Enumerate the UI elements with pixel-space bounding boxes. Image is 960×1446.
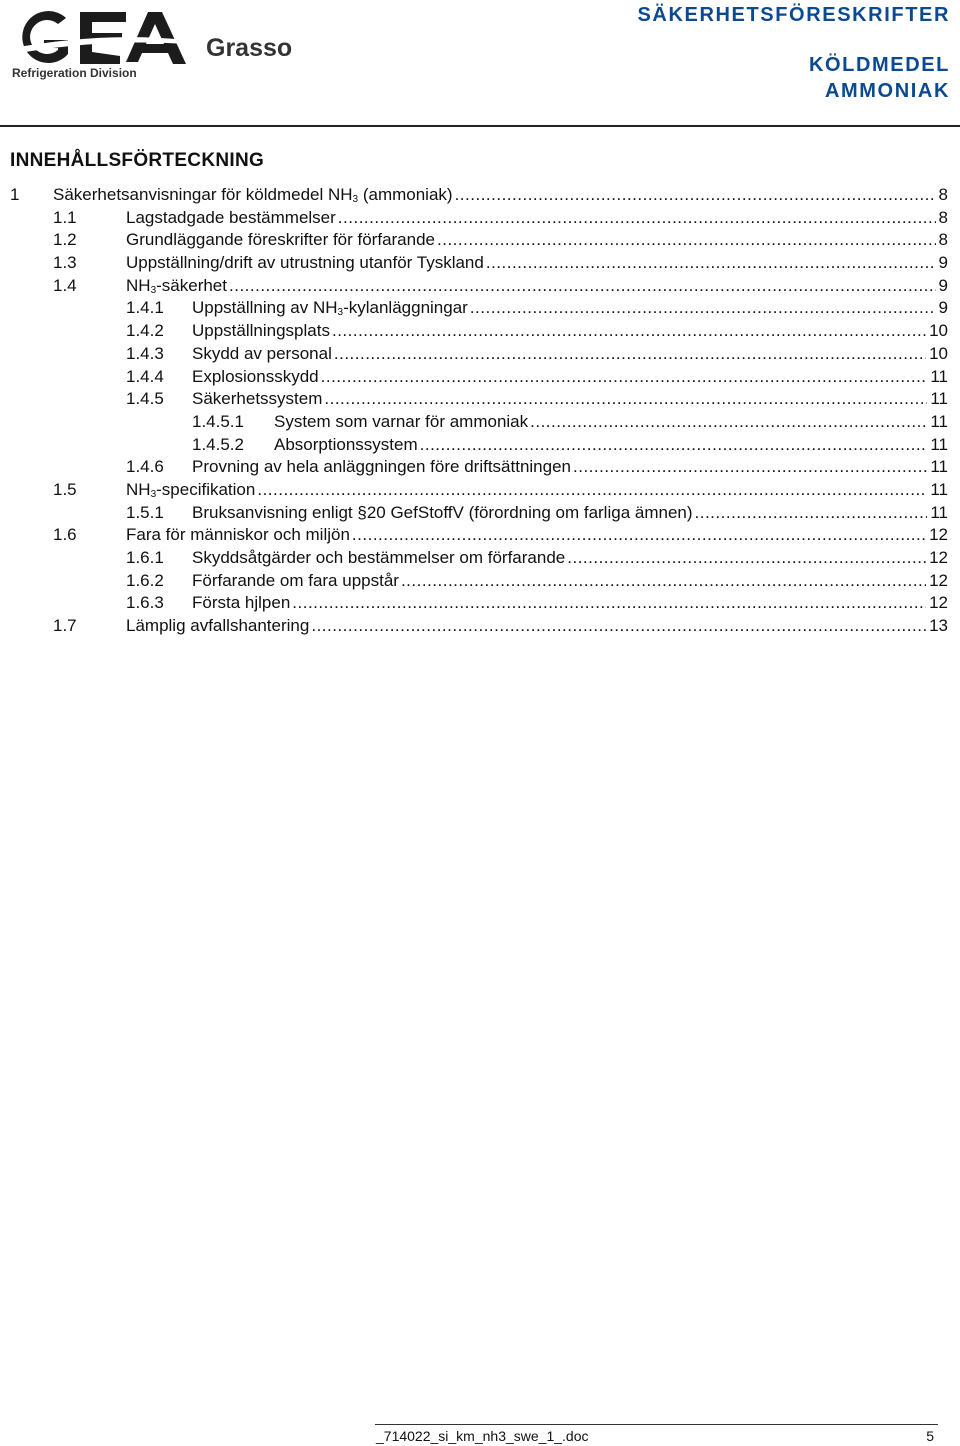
toc-entry[interactable] — [10, 524, 948, 547]
page-header — [0, 0, 960, 125]
toc-leader-dots — [334, 343, 926, 365]
toc-entry-title-text: NH — [126, 275, 151, 295]
toc-entry-page: 11 — [930, 479, 948, 499]
toc-entry-title-text: Säkerhetsanvisningar för köldmedel NH — [53, 185, 353, 204]
toc-entry-page: 12 — [929, 593, 948, 613]
toc-entry-number: 1.4.6 — [126, 457, 164, 477]
toc-entry-title-text: Skyddsåtgärder och bestämmelser om förfarande — [192, 548, 566, 567]
toc-leader-dots — [321, 366, 928, 388]
toc-entry-page: 11 — [930, 457, 948, 477]
toc-entry-title-text: System som varnar för ammoniak — [274, 411, 529, 431]
toc-entry-number: 1.6.2 — [126, 570, 164, 590]
toc-entry-title-text: Bruksanvisning enligt §20 GefStoffV (förordning om farliga ämnen) — [192, 502, 693, 522]
footer-divider — [375, 1424, 938, 1425]
footer-page-number: 5 — [926, 1428, 934, 1444]
toc-leader-dots — [338, 207, 936, 229]
toc-entry-number: 1.6.1 — [126, 548, 164, 567]
toc-entry-number: 1.3 — [53, 253, 77, 273]
toc-leader-dots — [530, 411, 927, 433]
toc-entry-title — [192, 570, 401, 592]
toc-entry-title — [274, 411, 530, 433]
toc-leader-dots — [573, 456, 927, 478]
toc-entry-page: 11 — [930, 411, 948, 431]
toc-leader-dots — [352, 524, 926, 546]
toc-entry-number: 1.4.3 — [126, 343, 164, 363]
toc-entry[interactable] — [10, 570, 948, 593]
toc-leader-dots — [292, 592, 926, 614]
table-of-contents — [10, 184, 948, 638]
toc-entry[interactable] — [10, 592, 948, 615]
toc-entry[interactable] — [10, 547, 948, 570]
toc-entry[interactable] — [10, 434, 948, 457]
toc-entry-page: 11 — [930, 502, 948, 522]
toc-entry-number: 1.6 — [53, 525, 77, 545]
toc-entry-page: 13 — [929, 616, 948, 636]
toc-entry-page: 12 — [929, 548, 948, 567]
toc-entry[interactable] — [10, 320, 948, 343]
toc-entry[interactable] — [10, 366, 948, 389]
toc-entry-title — [126, 229, 437, 251]
toc-entry-title-text: Säkerhetssystem — [192, 389, 323, 409]
toc-entry-title — [192, 297, 470, 319]
toc-entry[interactable] — [10, 502, 948, 525]
toc-entry-title-text: Uppställningsplats — [192, 321, 330, 341]
toc-entry-title — [192, 592, 292, 614]
toc-entry-title — [192, 456, 573, 478]
toc-entry-title-suffix: -specifikation — [156, 479, 256, 499]
svg-text:Grasso: Grasso — [206, 34, 293, 62]
toc-entry-number: 1.5 — [53, 479, 77, 499]
toc-entry-title-text: Uppställning/drift av utrustning utanför Tyskland — [126, 253, 484, 273]
toc-heading: INNEHÅLLSFÖRTECKNING — [10, 150, 265, 171]
toc-leader-dots — [470, 297, 936, 319]
toc-entry-page: 12 — [929, 525, 948, 545]
toc-entry-number: 1.4.5.2 — [192, 434, 244, 454]
toc-entry-title-text: Lagstadgade bestämmelser — [126, 207, 336, 227]
toc-entry-number: 1.2 — [53, 230, 77, 250]
subject-line-2: AMMONIAK — [824, 80, 950, 102]
toc-entry-number: 1.4.2 — [126, 321, 164, 341]
toc-entry-title — [126, 479, 257, 501]
toc-entry-title — [126, 275, 229, 297]
toc-entry-number: 1.5.1 — [126, 502, 164, 522]
toc-entry-number: 1.1 — [53, 207, 77, 227]
toc-entry-page: 9 — [938, 275, 948, 295]
toc-entry-title — [192, 366, 321, 388]
header-divider — [0, 125, 960, 127]
toc-leader-dots — [401, 570, 926, 592]
toc-leader-dots — [437, 229, 936, 251]
toc-leader-dots — [486, 252, 936, 274]
toc-entry-number: 1.4.1 — [126, 298, 164, 318]
toc-entry-title-text: Förfarande om fara uppstår — [192, 570, 399, 590]
gea-grasso-logo — [8, 4, 308, 84]
toc-entry-title — [192, 388, 324, 410]
toc-entry-title-text: Provning av hela anläggningen före driftsättningen — [192, 457, 571, 477]
toc-entry[interactable] — [10, 343, 948, 366]
toc-leader-dots — [420, 434, 928, 456]
toc-entry-title-text: Absorptionssystem — [274, 434, 418, 454]
toc-entry-number: 1.6.3 — [126, 593, 164, 613]
toc-entry-title — [274, 434, 420, 456]
toc-entry[interactable] — [10, 411, 948, 434]
toc-entry-title — [53, 184, 455, 206]
toc-entry-title — [192, 343, 334, 365]
toc-entry-subscript: 3 — [150, 284, 157, 296]
toc-entry-page: 11 — [930, 434, 948, 454]
toc-entry-title — [126, 207, 338, 229]
toc-leader-dots — [229, 275, 936, 297]
toc-entry-title-suffix: -kylanläggningar — [343, 298, 468, 318]
toc-entry-page: 9 — [938, 298, 948, 318]
toc-entry-page: 8 — [938, 185, 948, 204]
toc-entry-title-text: Grundläggande föreskrifter för förfarande — [126, 230, 436, 250]
toc-entry-title — [126, 615, 311, 637]
toc-entry-page: 12 — [929, 570, 948, 590]
toc-entry-title-text: NH — [126, 479, 151, 499]
toc-entry-number: 1 — [10, 185, 20, 204]
toc-entry-page: 11 — [930, 366, 948, 386]
toc-entry-page: 10 — [929, 321, 948, 341]
toc-entry-page: 10 — [929, 343, 948, 363]
subject-line-1: KÖLDMEDEL — [808, 54, 950, 76]
toc-entry-title — [126, 524, 352, 546]
toc-entry[interactable] — [10, 207, 948, 230]
toc-entry-title — [192, 547, 567, 569]
toc-entry-number: 1.4.4 — [126, 366, 164, 386]
toc-entry-page: 9 — [938, 253, 948, 273]
toc-leader-dots — [311, 615, 926, 637]
toc-leader-dots — [332, 320, 926, 342]
toc-leader-dots — [567, 547, 926, 569]
toc-entry-title — [126, 252, 486, 274]
toc-entry[interactable] — [10, 456, 948, 479]
document-type: SÄKERHETSFÖRESKRIFTER — [637, 4, 950, 26]
toc-entry-number: 1.4 — [53, 275, 77, 295]
toc-entry[interactable] — [10, 252, 948, 275]
toc-entry-page: 8 — [938, 207, 948, 227]
footer-filename: _714022_si_km_nh3_swe_1_.doc — [376, 1428, 589, 1444]
toc-entry-title-suffix: (ammoniak) — [358, 185, 453, 204]
toc-entry-subscript: 3 — [352, 194, 359, 205]
toc-entry-number: 1.7 — [53, 616, 77, 636]
toc-entry[interactable] — [10, 297, 948, 320]
toc-entry-title-suffix: -säkerhet — [156, 275, 227, 295]
toc-entry[interactable] — [10, 615, 948, 638]
toc-entry-title-text: Lämplig avfallshantering — [126, 616, 310, 636]
toc-entry-number: 1.4.5.1 — [192, 411, 244, 431]
toc-entry-subscript: 3 — [150, 488, 157, 500]
toc-entry-title-text: Skydd av personal — [192, 343, 332, 363]
toc-entry-title-text: Första hjlpen — [192, 593, 291, 613]
svg-text:Refrigeration Division: Refrigeration Division — [12, 66, 137, 80]
toc-entry-title-text: Explosionsskydd — [192, 366, 319, 386]
toc-entry[interactable] — [10, 275, 948, 298]
toc-entry-title-text: Uppställning av NH — [192, 298, 338, 318]
toc-leader-dots — [324, 388, 927, 410]
toc-entry-title — [192, 502, 695, 524]
toc-entry-subscript: 3 — [337, 307, 344, 319]
gea-logo-mark — [8, 4, 308, 84]
toc-leader-dots — [455, 184, 936, 206]
toc-leader-dots — [257, 479, 927, 501]
toc-entry-number: 1.4.5 — [126, 389, 164, 409]
toc-entry[interactable] — [10, 388, 948, 411]
toc-entry-page: 11 — [930, 389, 948, 409]
toc-entry[interactable] — [10, 479, 948, 502]
toc-entry[interactable] — [10, 184, 948, 207]
toc-entry[interactable] — [10, 229, 948, 252]
toc-entry-title-text: Fara för människor och miljön — [126, 525, 350, 545]
toc-entry-page: 8 — [938, 230, 948, 250]
toc-entry-title — [192, 320, 332, 342]
toc-leader-dots — [695, 502, 928, 524]
